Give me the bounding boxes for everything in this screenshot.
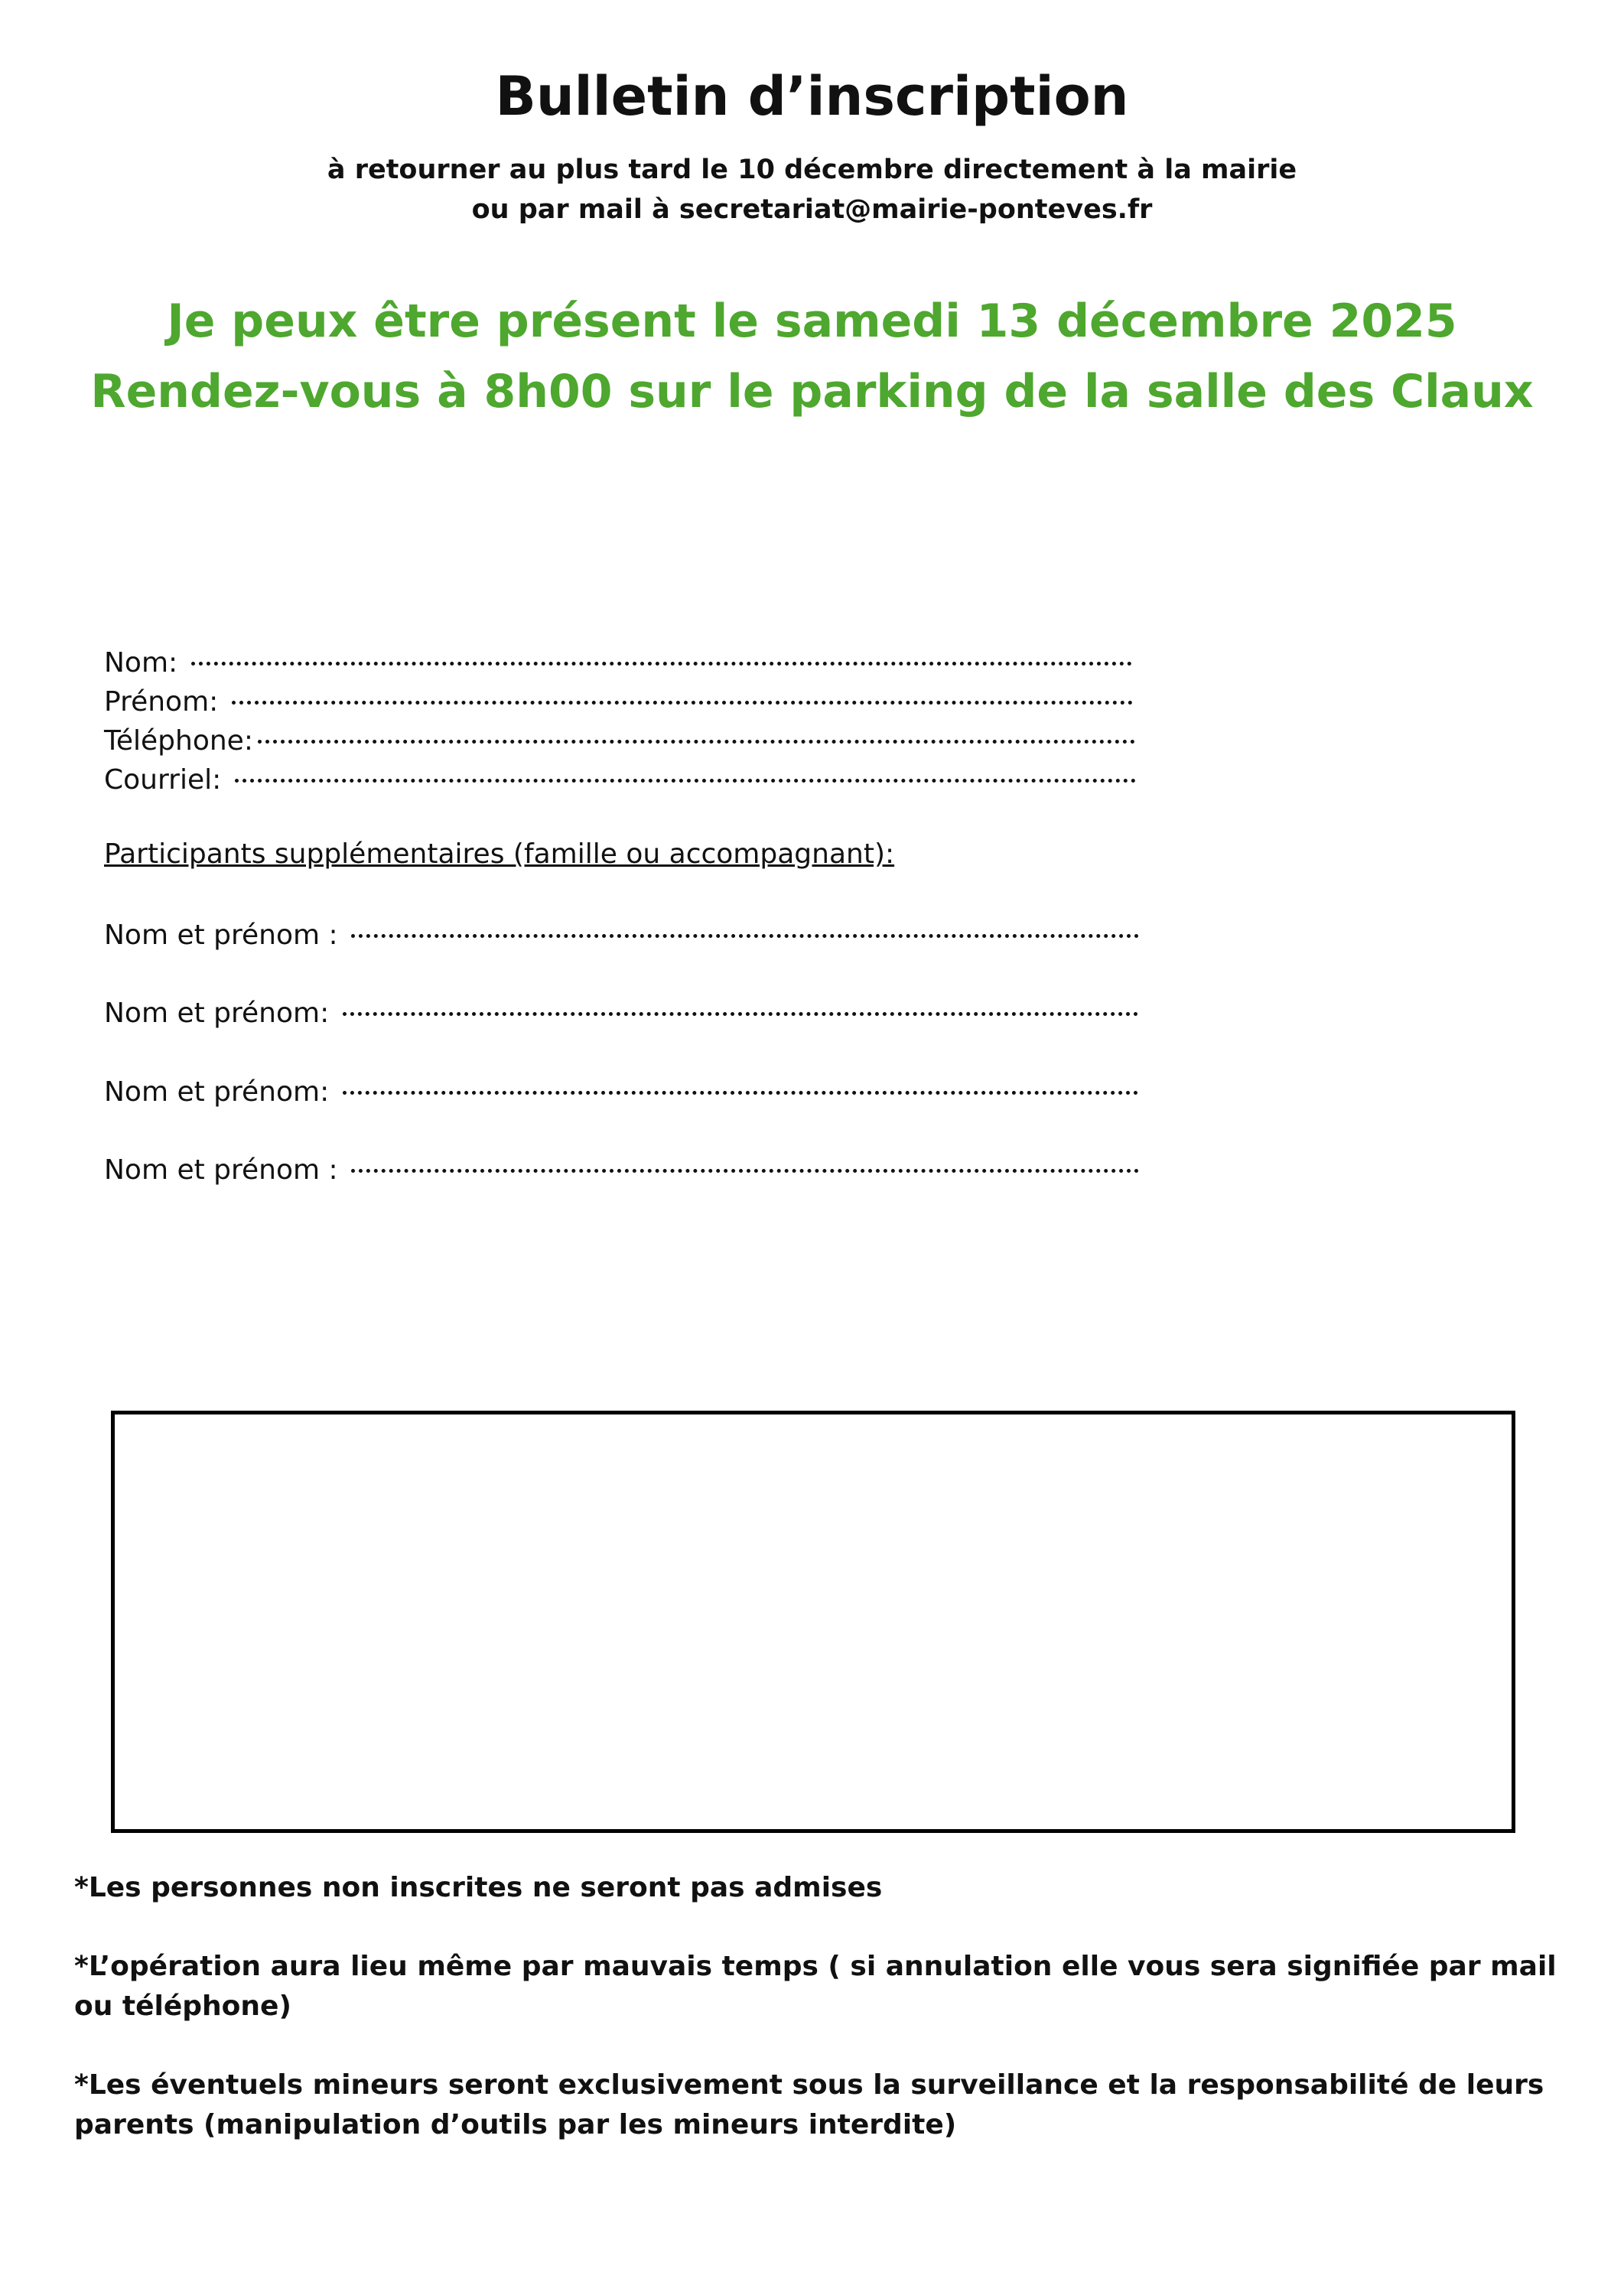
telephone-label: Téléphone:: [104, 725, 253, 757]
note-item: *Les personnes non inscrites ne seront pas admises: [74, 1872, 883, 1903]
return-deadline-text: à retourner au plus tard le 10 décembre directement à la mairie: [327, 155, 1297, 185]
participant-field-1[interactable]: [104, 913, 1139, 952]
prenom-label: Prénom:: [104, 686, 227, 718]
notes-section: [74, 1868, 1596, 2184]
event-date-text: Je peux être présent le samedi 13 décembre 2025: [167, 295, 1457, 348]
note-item: *Les éventuels mineurs seront exclusivement sous la surveillance et la responsabilité de leurs parents (manipulation d’outils par les mineurs interdite): [74, 2069, 1544, 2140]
empty-bordered-box: [111, 1411, 1515, 1833]
event-meeting-text: Rendez-vous à 8h00 sur le parking de la salle des Claux: [90, 365, 1534, 418]
nom-dotted-line[interactable]: [191, 634, 1132, 666]
courriel-dotted-line[interactable]: [235, 751, 1136, 783]
participant-dotted-line[interactable]: [343, 1063, 1138, 1095]
courriel-field[interactable]: [104, 757, 1175, 796]
page-title: Bulletin d’inscription: [495, 65, 1129, 128]
participants-heading: Participants supplémentaires (famille ou accompagnant):: [104, 838, 895, 870]
participant-dotted-line[interactable]: [351, 1141, 1139, 1173]
return-email-text: ou par mail à secretariat@mairie-ponteves.fr: [471, 194, 1153, 225]
prenom-dotted-line[interactable]: [232, 673, 1133, 705]
event-announcement: [0, 286, 1624, 427]
courriel-label: Courriel:: [104, 764, 230, 796]
participant-label: Nom et prénom :: [104, 920, 347, 951]
participant-label: Nom et prénom:: [104, 998, 338, 1029]
nom-label: Nom:: [104, 647, 187, 679]
participant-field-3[interactable]: [104, 1069, 1138, 1108]
participant-field-2[interactable]: [104, 991, 1138, 1030]
registration-form: [104, 640, 1175, 796]
participant-field-4[interactable]: [104, 1148, 1139, 1187]
participant-dotted-line[interactable]: [351, 907, 1139, 938]
participant-dotted-line[interactable]: [343, 985, 1138, 1016]
participant-label: Nom et prénom :: [104, 1154, 347, 1186]
note-item: *L’opération aura lieu même par mauvais temps ( si annulation elle vous sera signifiée par mail ou téléphone): [74, 1951, 1557, 2022]
telephone-dotted-line[interactable]: [258, 712, 1135, 744]
return-instructions: [0, 150, 1624, 230]
participant-label: Nom et prénom:: [104, 1076, 338, 1108]
